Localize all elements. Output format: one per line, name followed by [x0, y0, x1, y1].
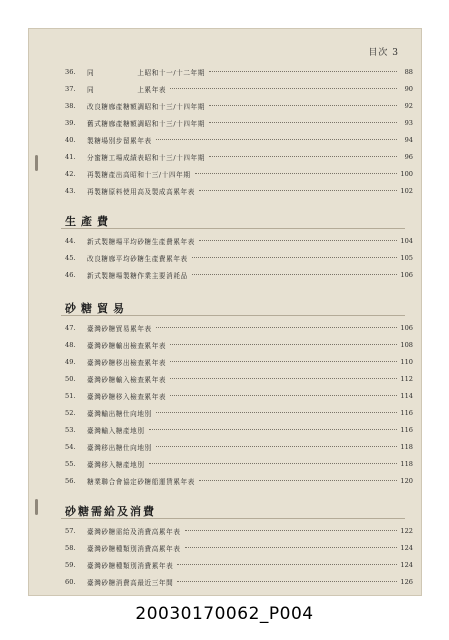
- toc-row: 49. 臺灣砂糖移出檢查累年表 110: [65, 357, 413, 367]
- toc-row: 60. 臺灣砂糖消費高最近三年間 126: [65, 577, 413, 587]
- toc-row: 42. 再製糖產出高昭和十三/十四年期 100: [65, 169, 413, 179]
- toc-row: 55. 臺灣移入糖產地別 118: [65, 459, 413, 469]
- toc-row: 58. 臺灣砂糖種類別消費高累年表 124: [65, 543, 413, 553]
- binding-hole-bottom: [35, 499, 38, 515]
- toc-row: 40. 製糖場別步留累年表 94: [65, 135, 413, 145]
- toc-row: 50. 臺灣砂糖輸入檢查累年表 112: [65, 374, 413, 384]
- toc-row: 57. 臺灣砂糖需給及消費高累年表 122: [65, 526, 413, 536]
- toc-row: 53. 臺灣輸入糖產地別 116: [65, 425, 413, 435]
- toc-row: 45. 改良糖廍平均砂糖生產費累年表 105: [65, 253, 413, 263]
- toc-row: 46. 新式製糖場製糖作業主要消耗品 106: [65, 270, 413, 280]
- binding-hole-top: [35, 155, 38, 171]
- page-header: 目次 3: [368, 48, 399, 58]
- section-divider: [61, 315, 405, 316]
- section-divider: [61, 228, 405, 229]
- toc-row: 37. 同 上累年表 90: [65, 84, 413, 94]
- toc-row: 39. 舊式糖廍產糖額調昭和十三/十四年期 93: [65, 118, 413, 128]
- toc-row: 54. 臺灣移出糖仕向地別 118: [65, 442, 413, 452]
- image-caption: 20030170062_P004: [135, 604, 314, 624]
- toc-row: 44. 新式製糖場平均砂糖生產費累年表 104: [65, 236, 413, 246]
- section-heading-production-cost: 生產費: [65, 215, 113, 228]
- toc-row: 59. 臺灣砂糖種類別消費累年表 124: [65, 560, 413, 570]
- document-page: [28, 28, 422, 596]
- toc-row: 56. 糖業聯合會協定砂糖船運賃累年表 120: [65, 476, 413, 486]
- toc-row: 38. 改良糖廍產糖額調昭和十三/十四年期 92: [65, 101, 413, 111]
- toc-row: 41. 分蜜糖工場成績表昭和十三/十四年期 96: [65, 152, 413, 162]
- toc-row: 36. 同 上昭和十一/十二年期 88: [65, 67, 413, 77]
- section-heading-sugar-trade: 砂糖貿易: [65, 302, 129, 315]
- toc-row: 47. 臺灣砂糖貿易累年表 106: [65, 323, 413, 333]
- section-divider: [61, 518, 405, 519]
- section-heading-supply-consumption: 砂糖需給及消費: [65, 505, 156, 518]
- toc-row: 48. 臺灣砂糖輸出檢查累年表 108: [65, 340, 413, 350]
- toc-row: 43. 再製糖原料使用高及製成高累年表 102: [65, 186, 413, 196]
- toc-row: 51. 臺灣砂糖移入檢查累年表 114: [65, 391, 413, 401]
- toc-row: 52. 臺灣輸出糖仕向地別 116: [65, 408, 413, 418]
